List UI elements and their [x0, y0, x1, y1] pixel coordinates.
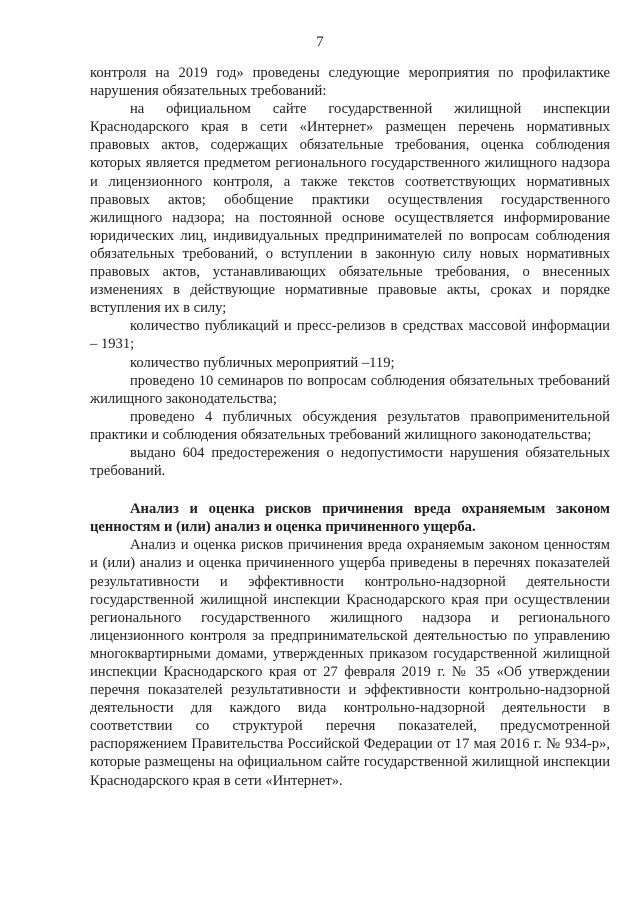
paragraph-risk-analysis: Анализ и оценка рисков причинения вреда охраняемым законом ценностям и (или) анализ и оценка причиненного ущерба приведены в перечнях показателей результативности и эффективности контрольно-надзорной деятельности государственной жилищной инспекции Краснодарского края при осуществлении регионального государственного жилищного надзора и регионального лицензионного контроля за предпринимательской деятельностью по управлению многоквартирными домами, утвержденных приказом государственной жилищной инспекции Краснодарского края от 27 февраля 2019 г. № 35 «Об утверждении перечня показателей результативности и эффективности контрольно-надзорной деятельности для каждого вида контрольно-надзорной деятельности в соответствии со структурой перечня показателей, предусмотренной распоряжением Правительства Российской Федерации от 17 мая 2016 г. № 934-р», которые размещены на официальном сайте государственной жилищной инспекции Краснодарского края в сети «Интернет».: [90, 537, 610, 789]
section-heading: Анализ и оценка рисков причинения вреда охраняемым законом ценностям и (или) анализ и оценка причиненного ущерба.: [90, 501, 610, 536]
document-body: [90, 64, 610, 790]
paragraph-warnings: выдано 604 предостережения о недопустимости нарушения обязательных требований.: [90, 444, 610, 480]
paragraph-intro: контроля на 2019 год» проведены следующие мероприятия по профилактике нарушения обязательных требований:: [90, 65, 610, 100]
paragraph-website-info: на официальном сайте государственной жилищной инспекции Краснодарского края в сети «Интернет» размещен перечень нормативных правовых актов, содержащих обязательные требования, оценка соблюдения которых является предметом регионального государственного жилищного надзора и лицензионного контроля, а также текстов соответствующих нормативных правовых актов; обобщение практики осуществления государственного жилищного надзора; на постоянной основе осуществляется информирование юридических лиц, индивидуальных предпринимателей по вопросам соблюдения обязательных требований, о вступлении в законную силу новых нормативных правовых актов, устанавливающих обязательные требования, о внесенных изменениях в действующие нормативные правовые акты, сроках и порядке вступления их в силу;: [90, 101, 610, 317]
paragraph-publications: количество публикаций и пресс-релизов в средствах массовой информации – 1931;: [90, 318, 610, 353]
paragraph-public-discussions: проведено 4 публичных обсуждения результатов правоприменительной практики и соблюдения обязательных требований жилищного законодательства;: [90, 408, 610, 443]
paragraph-seminars: проведено 10 семинаров по вопросам соблюдения обязательных требований жилищного законодательства;: [90, 372, 610, 407]
section-spacer: [90, 480, 610, 500]
paragraph-public-events: количество публичных мероприятий –119;: [130, 354, 395, 371]
page-number: 7: [316, 34, 324, 50]
